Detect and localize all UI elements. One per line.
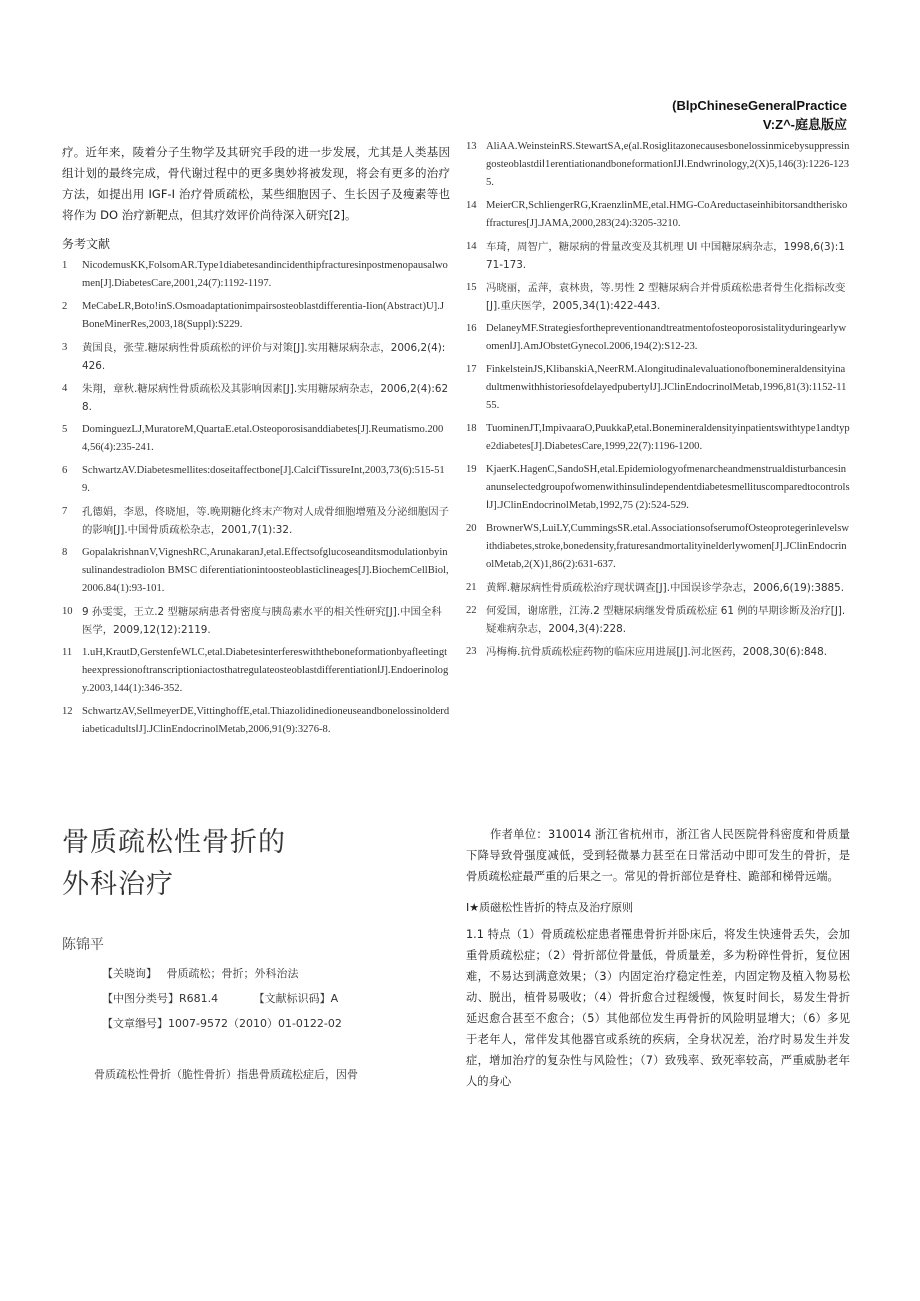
reference-item — [466, 420, 850, 456]
reference-item — [466, 643, 850, 661]
reference-item — [466, 602, 850, 638]
reference-item — [62, 298, 450, 334]
clc-label: 【中图分类号】R681.4 — [102, 992, 219, 1005]
reference-item — [62, 544, 450, 598]
reference-item — [466, 579, 850, 597]
reference-item — [62, 603, 450, 639]
reference-number: 15 — [466, 282, 477, 293]
reference-item — [466, 279, 850, 315]
reference-number: 21 — [466, 582, 477, 593]
reference-number: 10 — [62, 606, 73, 617]
reference-text: FinkelsteinJS,KlibanskiA,NeerRM.AlongitudinalevaluationofbonemineraldensityinadultmenwithhistoriesofdelayedpubertyⅠJ].JClinEndocrinolMetab,1996,81(3):1152-1155. — [486, 364, 847, 411]
title-line-1: 骨质疏松性骨折的 — [62, 827, 286, 858]
journal-issue: V:Z^-庭息版应 — [762, 117, 847, 132]
reference-text: 黄国良，张莹.糖尿病性骨质疏松的评价与对策[J].实用糖尿病杂志，2006,2(4):426. — [82, 342, 446, 372]
reference-list-right — [466, 138, 850, 661]
reference-item — [466, 138, 850, 192]
reference-text: AliAA.WeinsteinRS.StewartSA,e(al.RosiglitazonecausesbonelossinmicebysuppressingosteoblastdiⅠ1erentiationandboneformationIJⅠ.Endwrinology,2(X)5,146(3):1226-1235. — [486, 141, 850, 188]
reference-text: BrownerWS,LuiLY,CummingsSR.etal.AssociationsofserumofOsteoprotegerinlevelswithdiabetes,stroke,bonedensity,fraturesandmortalityinelderlywomen[J].JClinEndocrinolMetab,2(X)1,86(2):631-637. — [486, 523, 850, 570]
reference-text: SchwartzAV.Diabetesmellites:doseitaffectbone[J].CalcifTissureInt,2003,73(6):515-519. — [82, 465, 445, 494]
article-number-line: 【文章缗号】1007-9572（2010）01-0122-02 — [102, 1017, 342, 1030]
reference-number: 20 — [466, 523, 477, 534]
reference-number: 1 — [62, 260, 68, 271]
reference-text: SchwartzAV,SellmeyerDE,VittinghoffE,etal.ThiazolidinedioneuseandbonelossinolderdiabeticadultsⅠJ].JClinEndocrinolMetab,2006,91(9):3276-8. — [82, 706, 450, 735]
reference-number: 16 — [466, 323, 477, 334]
reference-item — [62, 462, 450, 498]
reference-number: 22 — [466, 605, 477, 616]
reference-list-left — [62, 257, 450, 739]
author-name: 陈锦平 — [62, 937, 104, 953]
keywords-label: 【关晓询】 — [102, 967, 157, 980]
reference-number: 14 — [466, 241, 477, 252]
reference-item — [466, 361, 850, 415]
article-title — [62, 822, 286, 906]
reference-number: 18 — [466, 423, 477, 434]
reference-text: 9 孙雯雯，王立.2 型糖尿病患者骨密度与胰岛素水平的相关性研究[J].中国全科医学，2009,12(12):2119. — [82, 606, 442, 636]
reference-text: DominguezLJ,MuratoreM,QuartaE.etal.Osteoporosisanddiabetes[J].Reumatismo.2004,56(4):235-241. — [82, 424, 444, 453]
reference-number: 8 — [62, 547, 68, 558]
right-body — [466, 824, 850, 1092]
section-heading: I★质磁松性皆折的特点及治疗原则 — [466, 901, 634, 914]
reference-number: 12 — [62, 706, 73, 717]
reference-number: 2 — [62, 301, 68, 312]
reference-number: 4 — [62, 383, 68, 394]
reference-number: 5 — [62, 424, 68, 435]
abstract-start: 骨质疏松性骨折（脆性骨折）指患骨质疏松症后，因骨 — [94, 1068, 358, 1081]
intro-paragraph: 疗。近年来，陵着分子生物学及其研究手段的进一步发展，尤其是人类基因组计划的最终完成，骨代谢过程中的更多奥妙将被发现，将会有更多的治疗方法，如提出用 IGF-I 治疗骨质疏松，某些细胞因子、生长因子及瘦素等也将作为 DO 治疗新靶点，但其疗效评价尚待深入研究[2]。 — [62, 145, 450, 222]
reference-item — [62, 703, 450, 739]
keywords-text: 骨质疏松；骨折；外科治法 — [166, 967, 299, 980]
reference-item — [466, 197, 850, 233]
reference-text: GopalakrishnanV,VigneshRC,ArunakaranJ,etal.Effectsofglucoseanditsmodulationbyinsulinandestradiolon BMSC diferentiationintoosteoblasticlineages[J].BiochemCellBiol,2006.84(1):93-101. — [82, 547, 449, 594]
reference-item — [62, 644, 450, 698]
reference-number: 11 — [62, 647, 73, 658]
reference-number: 17 — [466, 364, 477, 375]
doc-code-label: 【文献标识码】A — [253, 992, 339, 1005]
reference-item — [62, 503, 450, 539]
reference-number: 23 — [466, 646, 477, 657]
reference-item — [62, 380, 450, 416]
reference-text: MeCabeLR,Boto!inS.Osmoadaptationimpairsosteoblastdifferentia-Iion(Abstract)U].JBoneMinerRes,2003,18(Suppl):S229. — [82, 301, 444, 330]
title-line-2: 外科治疗 — [62, 869, 174, 900]
reference-text: 1.uH,KrautD,GerstenfeWLC,etal.DiabetesinterfereswiththeboneformationbyafleetingtheexpressionoftranscriptioniactosthatregulateosteoblastdifferentiationⅠJ].Endoerinology.2003,144(1):346-352. — [82, 647, 449, 694]
reference-item — [466, 461, 850, 515]
section-paragraph: 1.1 特点（1）骨质疏松症患者罹患骨折并卧床后，将发生快速骨丢失，会加重骨质疏松症；（2）骨折部位骨量低，骨质量差，多为粉碎性骨折，复位困难，不易达到满意效果；（3）内固定治疗稳定性差，内固定物及植入物易松动、脱出，植骨易吸收；（4）骨折愈合过程缓慢，恢复时间长，易发生骨折延迟愈合甚至不愈合；（5）其他部位发生再骨折的风险明显增大；（6）多见于老年人，常伴发其他器官或系统的疾病，全身状况差，治疗时易发生并发症，增加治疗的复杂性与风险性；（7）致残率、致死率较高，严重威胁老年人的身心 — [466, 928, 850, 1088]
reference-item — [62, 421, 450, 457]
reference-text: KjaerK.HagenC,SandoSH,etal.EpidemiologyofmenarcheandmenstrualdisturbancesinanunselectedgroupofwomenwithinsulindependentdiabetesmellituscomparedtocontrolsⅠJ].JClinEndocrinolMetab,1992,75 (2):524-529. — [486, 464, 850, 511]
reference-text: NicodemusKK,FolsomAR.Type1diabetesandincidenthipfracturesinpostmenopausalwomen[J].DiabetesCare,2001,24(7):1192-1197. — [82, 260, 448, 289]
reference-text: 冯梅梅.抗骨质疏松症药物的临床应用进展[J].河北医药，2008,30(6):848. — [486, 646, 828, 658]
reference-number: 13 — [466, 141, 477, 152]
reference-item — [466, 520, 850, 574]
reference-number: 6 — [62, 465, 68, 476]
classification-line — [102, 990, 344, 1006]
reference-item — [62, 257, 450, 293]
reference-text: TuominenJT,ImpivaaraO,PuukkaP,etal.Bonemineraldensityinpatientswithtype1andtype2diabetes[J].DiabetesCare,1999,22(7):1196-1200. — [486, 423, 850, 452]
reference-item — [466, 238, 850, 274]
reference-number: 14 — [466, 200, 477, 211]
keywords-line — [102, 965, 305, 981]
reference-text: 车琦，周智广，糖尿病的骨量改变及其机理 Ul 中国糖尿病杂志，1998,6(3):171-173. — [486, 241, 845, 271]
journal-name: (BlpChineseGeneralPractice — [672, 98, 847, 113]
reference-text: 孔德娟，李恩，佟晓旭，等.晚期糖化终末产物对人成骨细胞增殖及分泌细胞因子的影响[J].中国骨质疏松杂志，2001,7(1):32. — [82, 506, 449, 536]
reference-item — [466, 320, 850, 356]
reference-text: MeierCR,SchliengerRG,KraenzlinME,etal.HMG-CoAreductaseinhibitorsandtheriskoffractures[J].JAMA,2000,283(24):3205-3210. — [486, 200, 848, 229]
reference-item — [62, 339, 450, 375]
left-column — [62, 142, 450, 744]
right-column — [466, 138, 850, 666]
references-title: 务考文献 — [62, 237, 111, 251]
reference-text: 朱翔，章秋.糖尿病性骨质疏松及其影响因素[J].实用糖尿病杂志，2006,2(4):628. — [82, 383, 449, 413]
reference-number: 19 — [466, 464, 477, 475]
reference-number: 7 — [62, 506, 68, 517]
reference-number: 3 — [62, 342, 68, 353]
reference-text: 冯晓丽，孟萍，袁林贵，等.男性 2 型糖尿病合并骨质疏松患者骨生化指标改变[J].重庆医学，2005,34(1):422-443. — [486, 282, 846, 312]
reference-text: 黄辉.糖尿病性骨质疏松治疗现状调查[J].中国误诊学杂志，2006,6(19):3885. — [486, 582, 845, 594]
reference-text: 何爱国，谢席胜，江涛.2 型糖尿病继发骨质疏松症 61 例的早期诊断及治疗[J].疑难病杂志，2004,3(4):228. — [486, 605, 846, 635]
reference-text: DelaneyMF.StrategiesforthepreventionandtreatmentofosteoporosistalityduringearlywomenⅠJ].AmJObstetGynecol.2006,194(2):S12-23. — [486, 323, 847, 352]
author-affiliation-paragraph: 作者单位：310014 浙江省杭州市，浙江省人民医院骨科密度和骨质量下降导致骨强度减低，受到轻微暴力甚至在日常活动中即可发生的骨折，是骨质疏松症最严重的后果之一。常见的骨折部位是脊柱、跪部和梯骨远端。 — [466, 828, 850, 883]
